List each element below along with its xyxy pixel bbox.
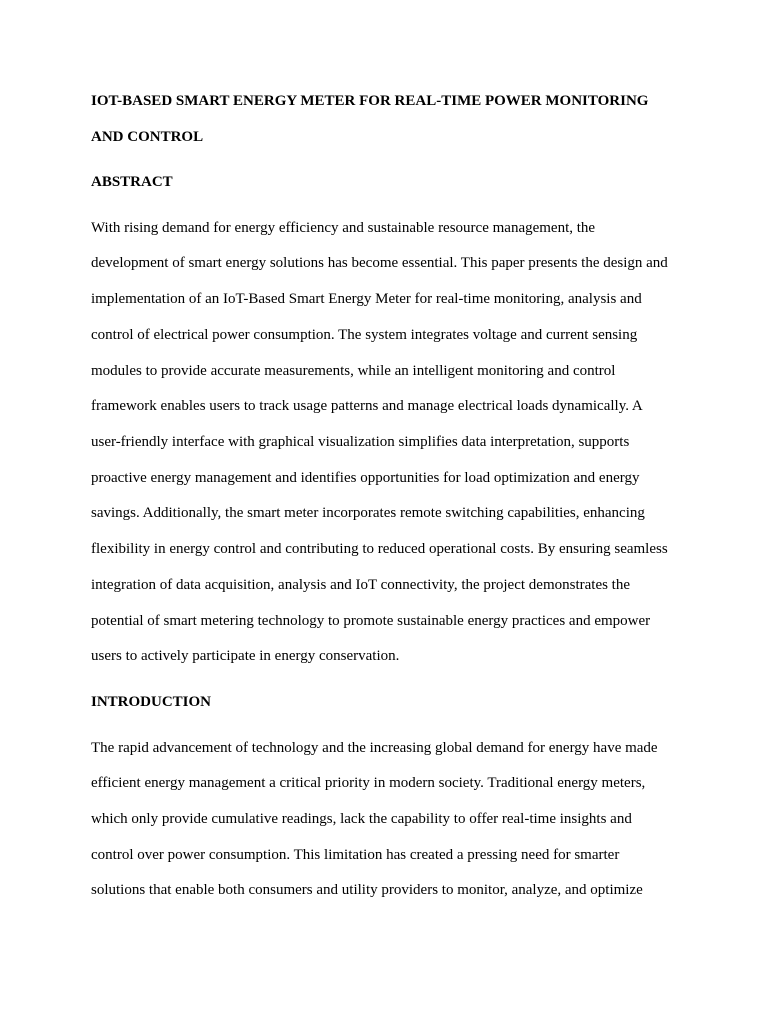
abstract-heading: ABSTRACT [91, 174, 173, 191]
abstract-line: flexibility in energy control and contributing to reduced operational costs. By ensuring seamless [91, 541, 668, 558]
paper-title-line: IOT-BASED SMART ENERGY METER FOR REAL-TIME POWER MONITORING [91, 93, 649, 109]
introduction-line: The rapid advancement of technology and the increasing global demand for energy have made [91, 739, 658, 756]
abstract-line: integration of data acquisition, analysis and IoT connectivity, the project demonstrates the [91, 576, 631, 593]
abstract-line: With rising demand for energy efficiency and sustainable resource management, the [91, 219, 596, 236]
abstract-line: user-friendly interface with graphical visualization simplifies data interpretation, supports [91, 434, 630, 450]
abstract-line: proactive energy management and identifies opportunities for load optimization and energy [91, 469, 640, 486]
introduction-paragraph [91, 731, 681, 910]
abstract-line: development of smart energy solutions has become essential. This paper presents the design and [91, 255, 668, 272]
abstract-line: users to actively participate in energy conservation. [91, 648, 400, 665]
page-content [91, 84, 681, 909]
abstract-line: modules to provide accurate measurements, while an intelligent monitoring and control [91, 362, 616, 379]
abstract-line: potential of smart metering technology to promote sustainable energy practices and empower [91, 612, 651, 629]
introduction-line: control over power consumption. This limitation has created a pressing need for smarter [91, 846, 620, 863]
introduction-heading: INTRODUCTION [91, 693, 212, 710]
abstract-line: framework enables users to track usage patterns and manage electrical loads dynamically. A [91, 398, 643, 415]
abstract-line: control of electrical power consumption. The system integrates voltage and current sensing [91, 326, 638, 343]
paper-title-line: AND CONTROL [91, 128, 204, 145]
abstract-paragraph [91, 211, 681, 675]
introduction-line: efficient energy management a critical priority in modern society. Traditional energy meters, [91, 775, 646, 792]
introduction-line: which only provide cumulative readings, lack the capability to offer real-time insights and [91, 810, 632, 827]
introduction-line: solutions that enable both consumers and utility providers to monitor, analyze, and optimize [91, 882, 643, 899]
paper-title [91, 84, 681, 155]
abstract-line: implementation of an IoT-Based Smart Energy Meter for real-time monitoring, analysis and [91, 291, 642, 308]
abstract-line: savings. Additionally, the smart meter incorporates remote switching capabilities, enhancing [91, 505, 645, 522]
